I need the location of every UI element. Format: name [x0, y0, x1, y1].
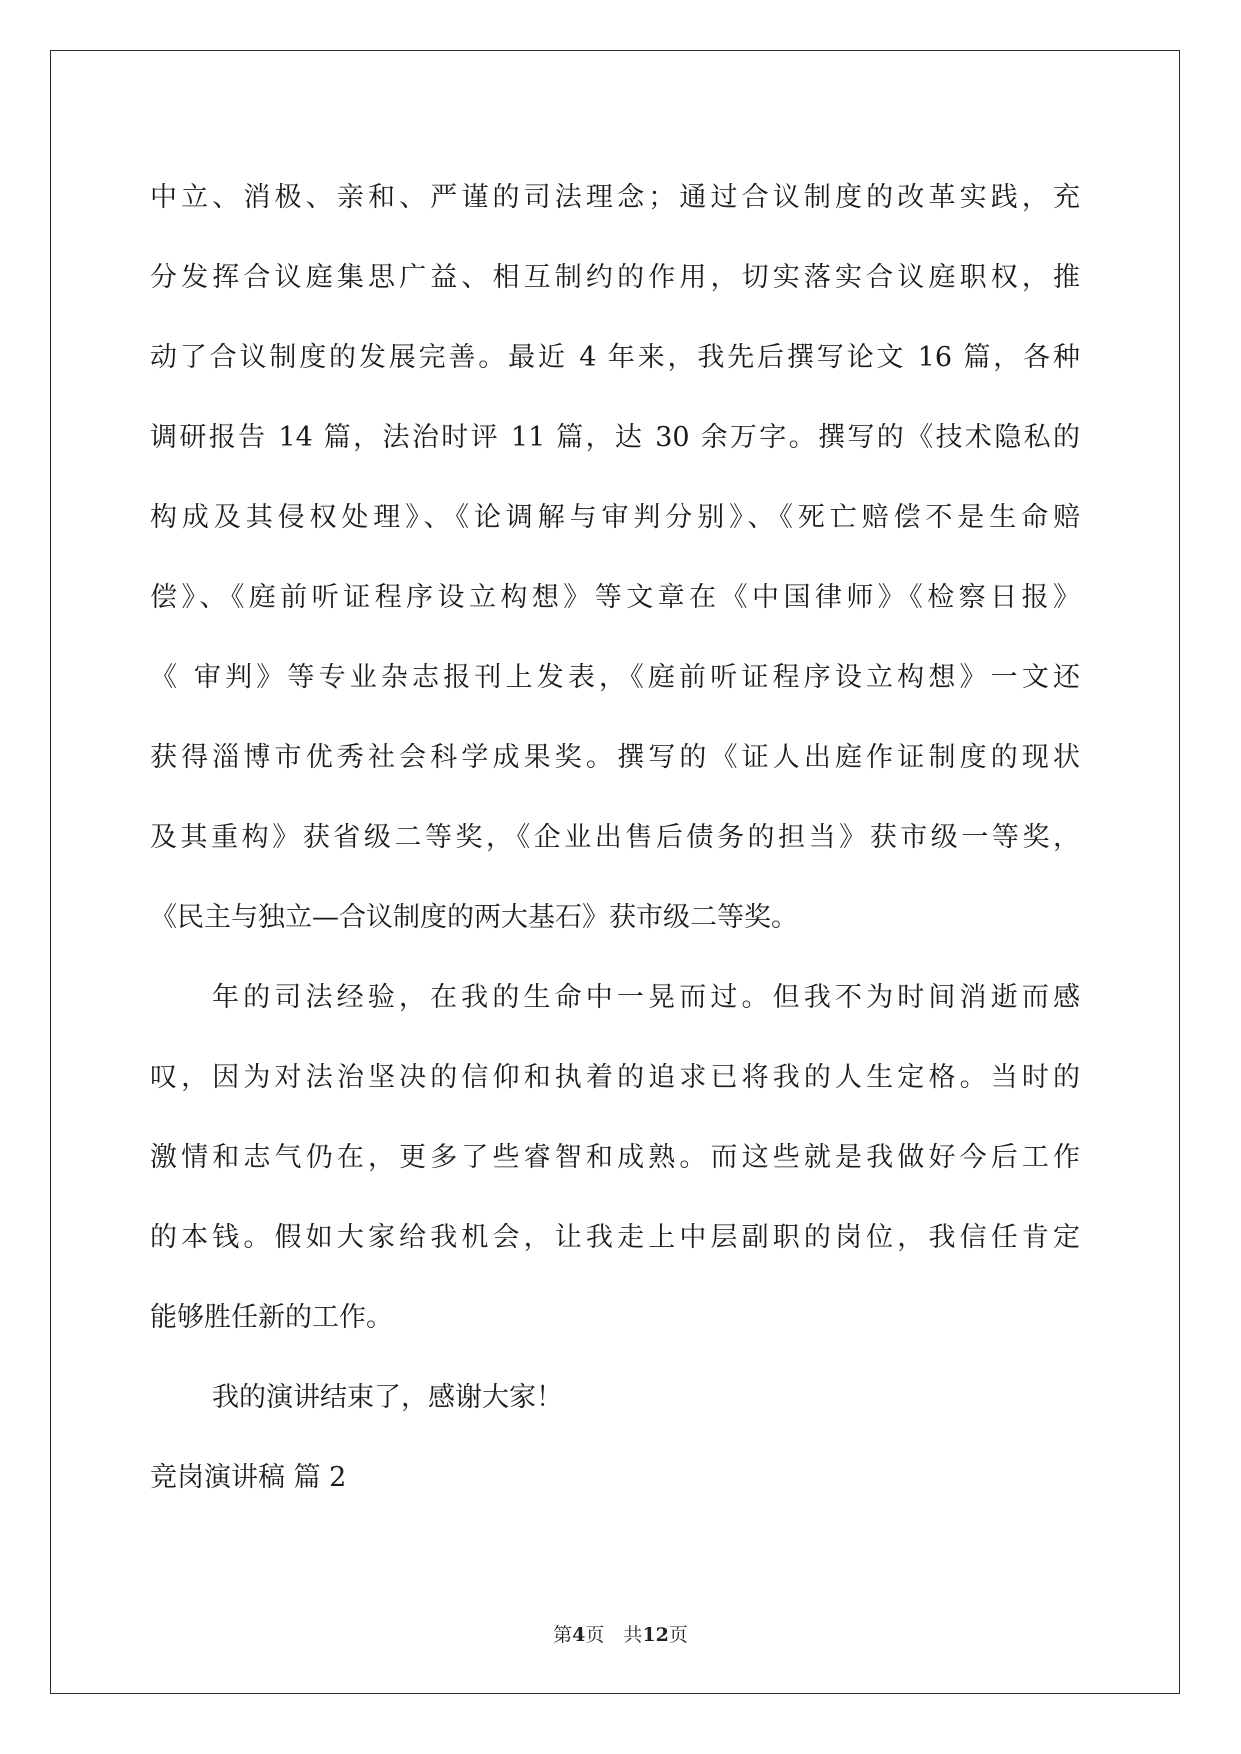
line-text: 我的演讲结束了，感谢大家！ [212, 1382, 563, 1413]
footer-mid: 页 共 [585, 1624, 643, 1646]
page-footer [0, 1620, 1241, 1647]
line-text: 叹，因为对法治坚决的信仰和执着的追求已将我的人生定格。当时的 [150, 1062, 1080, 1093]
line-text: 构成及其侵权处理》、《论调解与审判分别》、《死亡赔偿不是生命赔 [150, 502, 1080, 533]
paragraph-line [150, 1118, 1080, 1198]
line-text: 获得淄博市优秀社会科学成果奖。撰写的《证人出庭作证制度的现状 [150, 742, 1080, 773]
paragraph-line [150, 1038, 1080, 1118]
paragraph-line [150, 1358, 1080, 1438]
current-page-number: 4 [572, 1624, 586, 1646]
line-text: 能够胜任新的工作。 [150, 1302, 393, 1333]
line-text: 调研报告 14 篇，法治时评 11 篇，达 30 余万字。撰写的《技术隐私的 [150, 422, 1080, 453]
total-pages-number: 12 [642, 1624, 669, 1646]
document-body [150, 158, 1080, 1518]
paragraph-3 [150, 1358, 1080, 1438]
paragraph-line [150, 1198, 1080, 1278]
paragraph-line [150, 718, 1080, 798]
paragraph-1 [150, 158, 1080, 958]
paragraph-line [150, 238, 1080, 318]
paragraph-line [150, 878, 1080, 958]
line-text: 偿》、《庭前听证程序设立构想》等文章在《中国律师》《检察日报》 [150, 582, 1080, 613]
paragraph-2 [150, 958, 1080, 1358]
line-text: 激情和志气仍在，更多了些睿智和成熟。而这些就是我做好今后工作 [150, 1142, 1080, 1173]
footer-prefix: 第 [553, 1624, 573, 1646]
paragraph-line [150, 158, 1080, 238]
paragraph-line [150, 398, 1080, 478]
paragraph-line [150, 638, 1080, 718]
line-text: 分发挥合议庭集思广益、相互制约的作用，切实落实合议庭职权，推 [150, 262, 1080, 293]
paragraph-line [150, 958, 1080, 1038]
line-text: 年的司法经验，在我的生命中一晃而过。但我不为时间消逝而感 [212, 982, 1080, 1013]
paragraph-line [150, 558, 1080, 638]
paragraph-line [150, 318, 1080, 398]
paragraph-line [150, 1278, 1080, 1358]
line-text: 中立、消极、亲和、严谨的司法理念；通过合议制度的改革实践，充 [150, 182, 1080, 213]
line-text: 的本钱。假如大家给我机会，让我走上中层副职的岗位，我信任肯定 [150, 1222, 1080, 1253]
paragraph-line [150, 798, 1080, 878]
footer-suffix: 页 [668, 1624, 688, 1646]
line-text: 动了合议制度的发展完善。最近 4 年来，我先后撰写论文 16 篇，各种 [150, 342, 1080, 373]
section-heading: 竞岗演讲稿 篇 2 [150, 1462, 347, 1493]
line-text: 《 审判》等专业杂志报刊上发表，《庭前听证程序设立构想》一文还 [150, 662, 1080, 693]
line-text: 及其重构》获省级二等奖，《企业出售后债务的担当》获市级一等奖， [150, 822, 1080, 853]
line-text: 《民主与独立—合议制度的两大基石》获市级二等奖。 [150, 902, 798, 933]
paragraph-line [150, 478, 1080, 558]
